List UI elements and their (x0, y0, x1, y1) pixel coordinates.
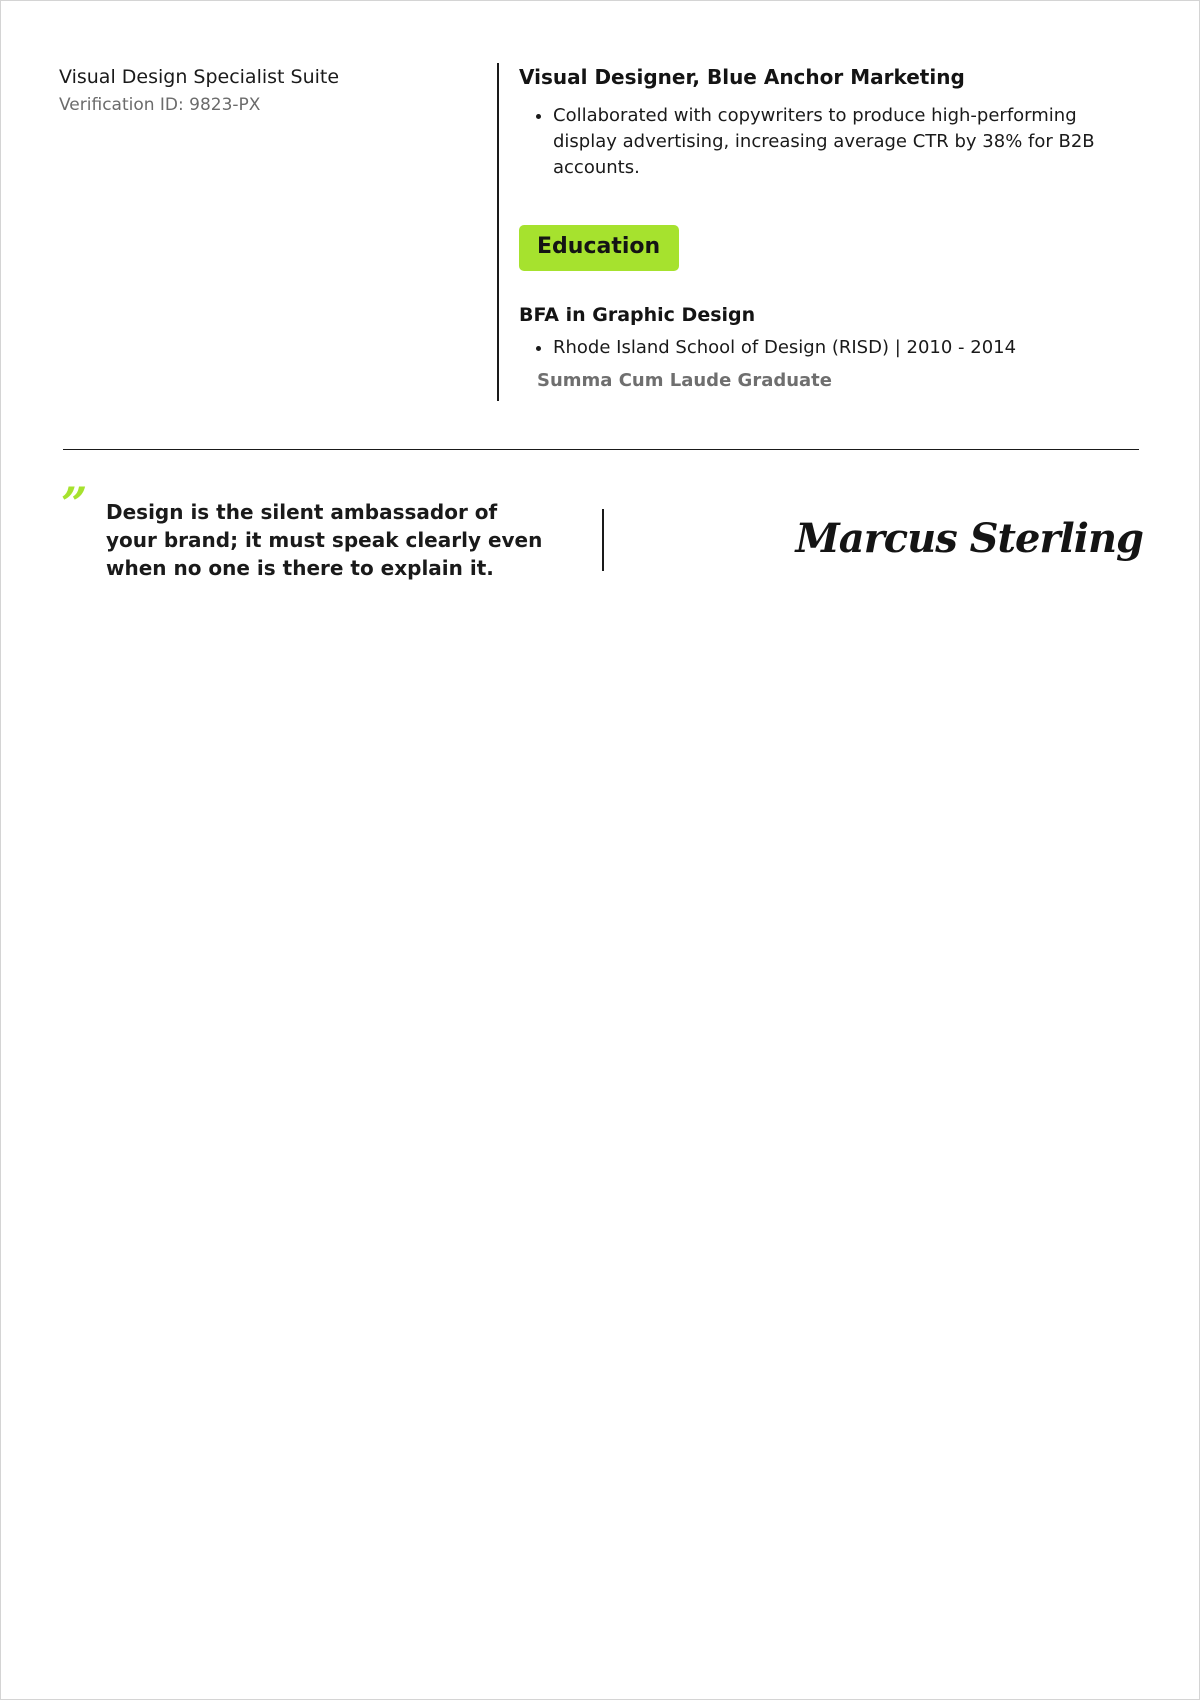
education-bullets (519, 335, 1119, 361)
honors-text: Summa Cum Laude Graduate (537, 370, 832, 391)
quote-divider (602, 509, 604, 571)
degree-title: BFA in Graphic Design (519, 304, 756, 326)
suite-title: Visual Design Specialist Suite (59, 66, 340, 88)
list-item: • Collaborated with copywriters to produce high-performing display advertising, increasing average CTR by 38% for B2B accounts. (553, 103, 1119, 181)
signature: Marcus Sterling (795, 515, 1143, 562)
verification-id: Verification ID: 9823-PX (59, 95, 261, 115)
column-divider (497, 63, 499, 401)
section-divider (63, 449, 1139, 450)
content-column (519, 63, 1119, 393)
quote-mark-icon: ” (61, 477, 88, 531)
list-item: • Rhode Island School of Design (RISD) | 2010 - 2014 (553, 335, 1119, 361)
quote-text: Design is the silent ambassador of your brand; it must speak clearly even when no one is there to explain it. (106, 500, 543, 580)
job-title: Visual Designer, Blue Anchor Marketing (519, 65, 965, 89)
education-section-badge: Education (519, 225, 679, 271)
job-bullets (519, 103, 1119, 181)
header-block (59, 63, 479, 117)
